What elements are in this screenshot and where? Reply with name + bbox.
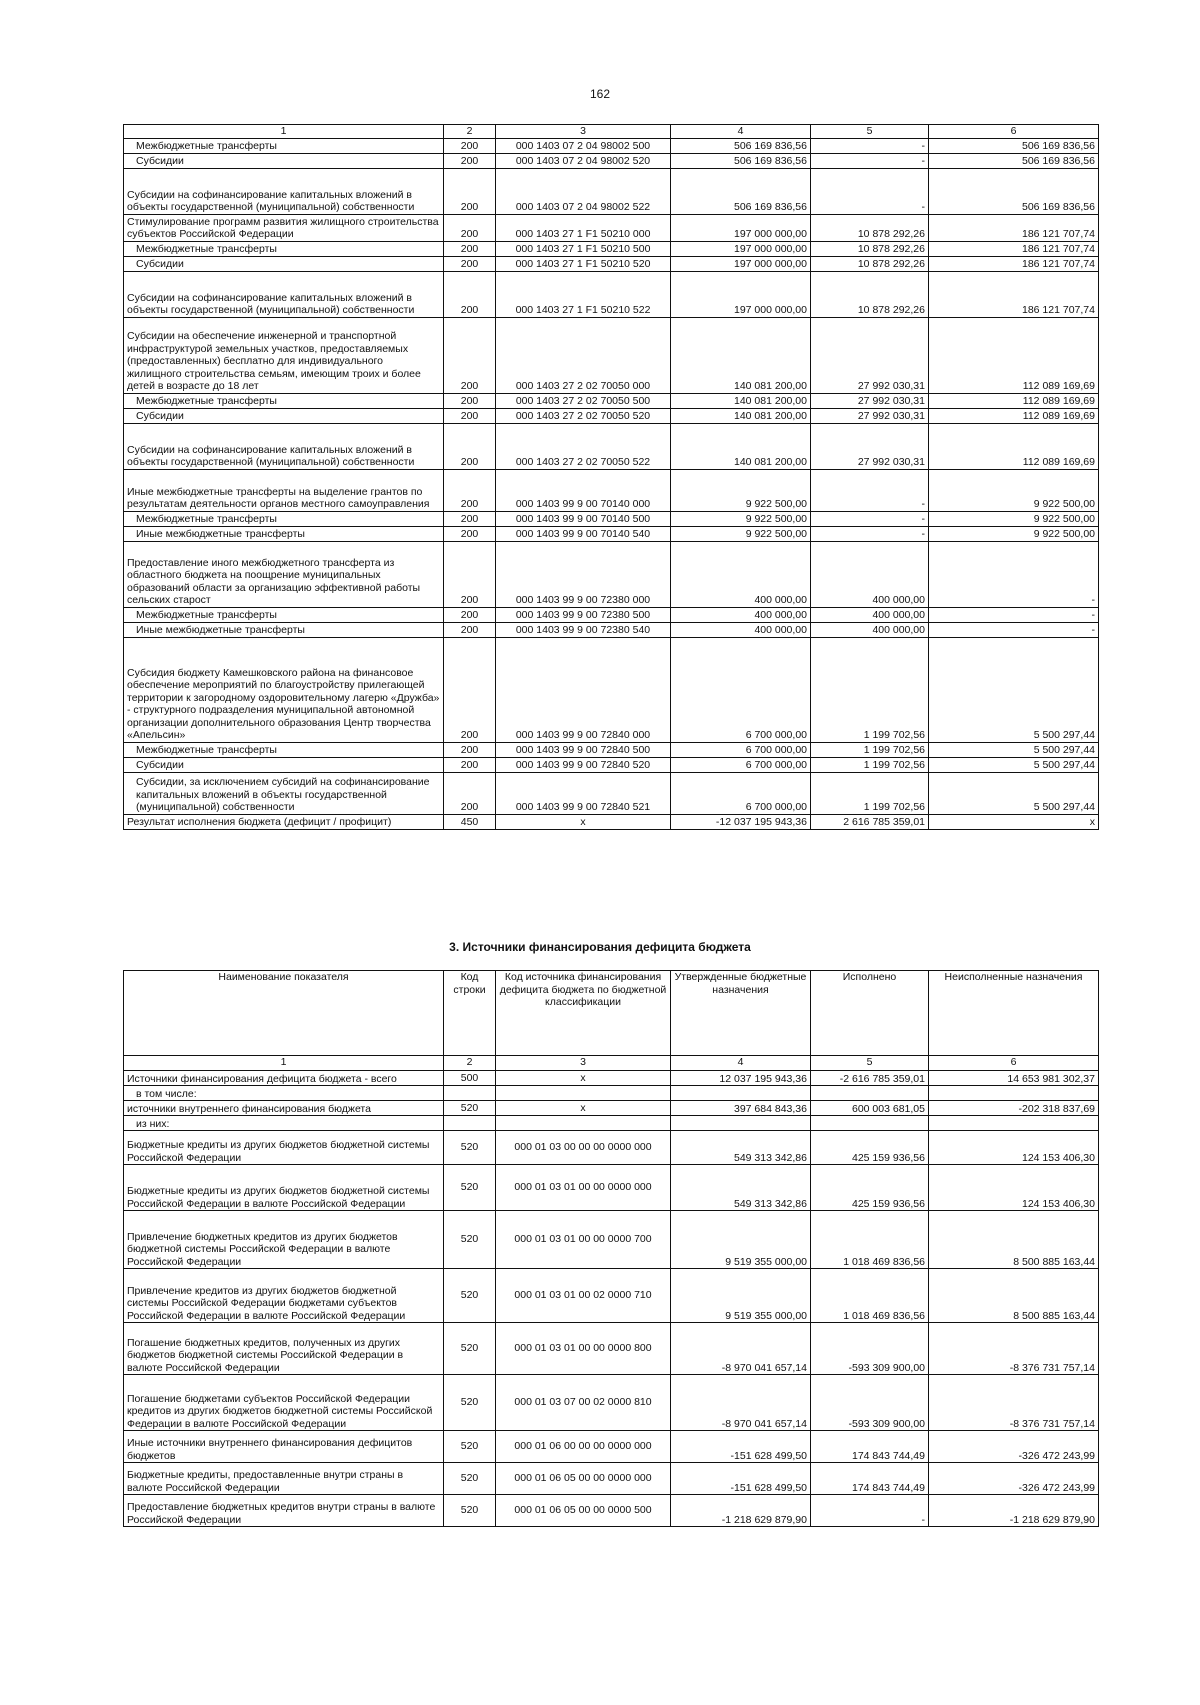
- executed-cell: 1 018 469 836,56: [811, 1211, 929, 1269]
- indicator-name-cell: Предоставление бюджетных кредитов внутри страны в валюте Российской Федерации: [124, 1495, 444, 1527]
- approved-cell: 6 700 000,00: [671, 757, 811, 772]
- expenditures-table: [123, 124, 1099, 830]
- table-row: [124, 814, 1099, 829]
- budget-code-cell: 000 01 03 01 00 00 0000 700: [496, 1211, 671, 1269]
- budget-code-cell: 000 1403 99 9 00 72380 540: [496, 622, 671, 637]
- unexecuted-cell: 5 500 297,44: [929, 637, 1099, 742]
- unexecuted-cell: 506 169 836,56: [929, 168, 1099, 214]
- line-code-cell: [444, 1086, 496, 1101]
- executed-cell: 400 000,00: [811, 541, 929, 607]
- budget-code-cell: 000 1403 27 1 F1 50210 522: [496, 271, 671, 317]
- indicator-name-cell: в том числе:: [124, 1086, 444, 1101]
- col-number-3: 3: [496, 125, 671, 139]
- unexecuted-cell: 186 121 707,74: [929, 256, 1099, 271]
- indicator-name-cell: Субсидии на софинансирование капитальных вложений в объекты государственной (муниципальной) собственности: [124, 271, 444, 317]
- table-row: [124, 1086, 1099, 1101]
- budget-code-cell: 000 1403 27 1 F1 50210 520: [496, 256, 671, 271]
- expenditures-body: [124, 138, 1099, 829]
- col-number-4: 4: [671, 1056, 811, 1071]
- indicator-name-cell: Иные межбюджетные трансферты на выделение грантов по результатам деятельности органов местного самоуправления: [124, 469, 444, 511]
- table-row: [124, 256, 1099, 271]
- table-row: [124, 541, 1099, 607]
- executed-cell: 27 992 030,31: [811, 408, 929, 423]
- executed-cell: 425 159 936,56: [811, 1165, 929, 1211]
- indicator-name-cell: Привлечение бюджетных кредитов из других бюджетов бюджетной системы Российской Федерации в валюте Российской Федерации: [124, 1211, 444, 1269]
- line-code-cell: 200: [444, 423, 496, 469]
- table-row: [124, 607, 1099, 622]
- indicator-name-cell: Межбюджетные трансферты: [124, 393, 444, 408]
- table-row: [124, 1375, 1099, 1431]
- approved-cell: 506 169 836,56: [671, 153, 811, 168]
- indicator-name-cell: Привлечение кредитов из других бюджетов бюджетной системы Российской Федерации бюджетами субъектов Российской Федерации в валюте Российской Федерации: [124, 1269, 444, 1323]
- executed-cell: 400 000,00: [811, 607, 929, 622]
- unexecuted-cell: [929, 1086, 1099, 1101]
- unexecuted-cell: 8 500 885 163,44: [929, 1211, 1099, 1269]
- budget-code-cell: 000 1403 27 1 F1 50210 500: [496, 241, 671, 256]
- budget-code-cell: 000 01 03 01 00 02 0000 710: [496, 1269, 671, 1323]
- approved-cell: 197 000 000,00: [671, 256, 811, 271]
- line-code-cell: 520: [444, 1323, 496, 1375]
- line-code-cell: 520: [444, 1269, 496, 1323]
- line-code-cell: 200: [444, 256, 496, 271]
- approved-cell: 9 922 500,00: [671, 526, 811, 541]
- executed-cell: 1 199 702,56: [811, 757, 929, 772]
- budget-code-cell: x: [496, 1101, 671, 1116]
- unexecuted-cell: -8 376 731 757,14: [929, 1375, 1099, 1431]
- table-row: [124, 1165, 1099, 1211]
- unexecuted-cell: -326 472 243,99: [929, 1463, 1099, 1495]
- executed-cell: 27 992 030,31: [811, 393, 929, 408]
- table-row: [124, 1071, 1099, 1086]
- indicator-name-cell: Источники финансирования дефицита бюджета - всего: [124, 1071, 444, 1086]
- financing-body: [124, 1071, 1099, 1527]
- unexecuted-cell: -326 472 243,99: [929, 1431, 1099, 1463]
- indicator-name-cell: Результат исполнения бюджета (дефицит / профицит): [124, 814, 444, 829]
- indicator-name-cell: Бюджетные кредиты из других бюджетов бюджетной системы Российской Федерации: [124, 1131, 444, 1165]
- approved-cell: -151 628 499,50: [671, 1431, 811, 1463]
- unexecuted-cell: [929, 1116, 1099, 1131]
- line-code-cell: 200: [444, 271, 496, 317]
- executed-cell: [811, 1086, 929, 1101]
- approved-cell: 12 037 195 943,36: [671, 1071, 811, 1086]
- approved-cell: 9 922 500,00: [671, 469, 811, 511]
- line-code-cell: 200: [444, 214, 496, 241]
- indicator-name-cell: Стимулирование программ развития жилищного строительства субъектов Российской Федерации: [124, 214, 444, 241]
- executed-cell: 10 878 292,26: [811, 256, 929, 271]
- line-code-cell: 520: [444, 1101, 496, 1116]
- table-row: [124, 168, 1099, 214]
- unexecuted-cell: 9 922 500,00: [929, 526, 1099, 541]
- approved-cell: 6 700 000,00: [671, 637, 811, 742]
- executed-cell: 400 000,00: [811, 622, 929, 637]
- indicator-name-cell: Субсидии: [124, 757, 444, 772]
- budget-code-cell: 000 1403 27 2 02 70050 500: [496, 393, 671, 408]
- executed-cell: 10 878 292,26: [811, 241, 929, 256]
- col-number-5: 5: [811, 1056, 929, 1071]
- line-code-cell: [444, 1116, 496, 1131]
- executed-cell: -: [811, 511, 929, 526]
- table-row: [124, 1211, 1099, 1269]
- table-row: [124, 1101, 1099, 1116]
- unexecuted-cell: -: [929, 622, 1099, 637]
- line-code-cell: 200: [444, 607, 496, 622]
- table-row: [124, 511, 1099, 526]
- budget-code-cell: [496, 1086, 671, 1101]
- line-code-cell: 200: [444, 772, 496, 814]
- indicator-name-cell: Субсидии: [124, 256, 444, 271]
- unexecuted-cell: 5 500 297,44: [929, 742, 1099, 757]
- unexecuted-cell: -202 318 837,69: [929, 1101, 1099, 1116]
- table-row: [124, 153, 1099, 168]
- table-row: [124, 637, 1099, 742]
- approved-cell: 506 169 836,56: [671, 168, 811, 214]
- unexecuted-cell: 112 089 169,69: [929, 408, 1099, 423]
- executed-cell: 1 199 702,56: [811, 637, 929, 742]
- approved-cell: 140 081 200,00: [671, 408, 811, 423]
- indicator-name-cell: Субсидии на обеспечение инженерной и транспортной инфраструктурой земельных участков, предоставляемых (предоставленных) бесплатно для индивидуального жилищного строительства семьям, имеющим троих и более детей в возрасте до 18 лет: [124, 317, 444, 393]
- indicator-name-cell: Предоставление иного межбюджетного трансферта из областного бюджета на поощрение муниципальных образований области за организацию эффективной работы сельских старост: [124, 541, 444, 607]
- line-code-cell: 200: [444, 526, 496, 541]
- line-code-cell: 200: [444, 511, 496, 526]
- table-row: [124, 317, 1099, 393]
- unexecuted-cell: -: [929, 541, 1099, 607]
- table-row: [124, 1131, 1099, 1165]
- budget-code-cell: 000 1403 99 9 00 72840 521: [496, 772, 671, 814]
- table-row: [124, 1431, 1099, 1463]
- table-row: [124, 241, 1099, 256]
- budget-code-cell: 000 1403 07 2 04 98002 500: [496, 138, 671, 153]
- line-code-cell: 520: [444, 1463, 496, 1495]
- table-row: [124, 138, 1099, 153]
- approved-cell: 9 519 355 000,00: [671, 1211, 811, 1269]
- indicator-name-cell: Межбюджетные трансферты: [124, 138, 444, 153]
- budget-code-cell: 000 1403 07 2 04 98002 520: [496, 153, 671, 168]
- approved-cell: 197 000 000,00: [671, 241, 811, 256]
- executed-cell: [811, 1116, 929, 1131]
- budget-code-cell: 000 1403 99 9 00 70140 540: [496, 526, 671, 541]
- unexecuted-cell: -: [929, 607, 1099, 622]
- indicator-name-cell: Погашение бюджетных кредитов, полученных из других бюджетов бюджетной системы Российской Федерации в валюте Российской Федерации: [124, 1323, 444, 1375]
- header-row: [124, 971, 1099, 1056]
- line-code-cell: 200: [444, 742, 496, 757]
- table-row: [124, 469, 1099, 511]
- col-number-2: 2: [444, 1056, 496, 1071]
- line-code-cell: 450: [444, 814, 496, 829]
- budget-code-cell: 000 1403 99 9 00 72840 500: [496, 742, 671, 757]
- executed-cell: -593 309 900,00: [811, 1375, 929, 1431]
- unexecuted-cell: 9 922 500,00: [929, 511, 1099, 526]
- unexecuted-cell: 8 500 885 163,44: [929, 1269, 1099, 1323]
- header-line-code: Код строки: [444, 971, 496, 1056]
- indicator-name-cell: Иные межбюджетные трансферты: [124, 526, 444, 541]
- indicator-name-cell: Субсидии, за исключением субсидий на софинансирование капитальных вложений в объекты государственной (муниципальной) собственности: [124, 772, 444, 814]
- unexecuted-cell: 5 500 297,44: [929, 772, 1099, 814]
- approved-cell: -8 970 041 657,14: [671, 1323, 811, 1375]
- indicator-name-cell: Бюджетные кредиты из других бюджетов бюджетной системы Российской Федерации в валюте Российской Федерации: [124, 1165, 444, 1211]
- table-row: [124, 393, 1099, 408]
- executed-cell: 425 159 936,56: [811, 1131, 929, 1165]
- indicator-name-cell: Субсидии: [124, 153, 444, 168]
- approved-cell: 140 081 200,00: [671, 317, 811, 393]
- indicator-name-cell: Субсидии на софинансирование капитальных вложений в объекты государственной (муниципальной) собственности: [124, 168, 444, 214]
- unexecuted-cell: -8 376 731 757,14: [929, 1323, 1099, 1375]
- unexecuted-cell: 14 653 981 302,37: [929, 1071, 1099, 1086]
- approved-cell: 549 313 342,86: [671, 1131, 811, 1165]
- header-source-code: Код источника финансирования дефицита бюджета по бюджетной классификации: [496, 971, 671, 1056]
- budget-code-cell: 000 1403 99 9 00 72840 000: [496, 637, 671, 742]
- executed-cell: 600 003 681,05: [811, 1101, 929, 1116]
- table-row: [124, 622, 1099, 637]
- header-executed: Исполнено: [811, 971, 929, 1056]
- budget-code-cell: 000 1403 99 9 00 72380 000: [496, 541, 671, 607]
- indicator-name-cell: Иные источники внутреннего финансирования дефицитов бюджетов: [124, 1431, 444, 1463]
- approved-cell: 6 700 000,00: [671, 742, 811, 757]
- indicator-name-cell: Погашение бюджетами субъектов Российской Федерации кредитов из других бюджетов бюджетной системы Российской Федерации в валюте Российской Федерации: [124, 1375, 444, 1431]
- executed-cell: 1 199 702,56: [811, 772, 929, 814]
- line-code-cell: 520: [444, 1165, 496, 1211]
- line-code-cell: 200: [444, 622, 496, 637]
- executed-cell: -: [811, 469, 929, 511]
- approved-cell: 400 000,00: [671, 541, 811, 607]
- indicator-name-cell: Бюджетные кредиты, предоставленные внутри страны в валюте Российской Федерации: [124, 1463, 444, 1495]
- indicator-name-cell: источники внутреннего финансирования бюджета: [124, 1101, 444, 1116]
- unexecuted-cell: 506 169 836,56: [929, 153, 1099, 168]
- budget-code-cell: 000 01 03 01 00 00 0000 800: [496, 1323, 671, 1375]
- approved-cell: -1 218 629 879,90: [671, 1495, 811, 1527]
- table-row: [124, 1323, 1099, 1375]
- indicator-name-cell: Субсидии на софинансирование капитальных вложений в объекты государственной (муниципальной) собственности: [124, 423, 444, 469]
- table-row: [124, 1269, 1099, 1323]
- executed-cell: -: [811, 168, 929, 214]
- approved-cell: 506 169 836,56: [671, 138, 811, 153]
- line-code-cell: 520: [444, 1495, 496, 1527]
- budget-code-cell: 000 1403 99 9 00 70140 000: [496, 469, 671, 511]
- unexecuted-cell: 9 922 500,00: [929, 469, 1099, 511]
- line-code-cell: 200: [444, 241, 496, 256]
- executed-cell: 27 992 030,31: [811, 423, 929, 469]
- unexecuted-cell: 186 121 707,74: [929, 214, 1099, 241]
- indicator-name-cell: Межбюджетные трансферты: [124, 607, 444, 622]
- line-code-cell: 520: [444, 1375, 496, 1431]
- indicator-name-cell: Субсидия бюджету Камешковского района на финансовое обеспечение мероприятий по благоустройству прилегающей территории к загородному оздоровительному лагерю «Дружба» - структурного подразделения муниципальной автономной организации дополнительного образования Центр творчества «Апельсин»: [124, 637, 444, 742]
- col-number-6: 6: [929, 1056, 1099, 1071]
- budget-code-cell: 000 1403 27 1 F1 50210 000: [496, 214, 671, 241]
- col-number-2: 2: [444, 125, 496, 139]
- budget-code-cell: 000 01 06 00 00 00 0000 000: [496, 1431, 671, 1463]
- section-title: 3. Источники финансирования дефицита бюджета: [449, 940, 751, 954]
- table-row: [124, 408, 1099, 423]
- line-code-cell: 200: [444, 138, 496, 153]
- table-row: [124, 526, 1099, 541]
- budget-code-cell: 000 1403 27 2 02 70050 522: [496, 423, 671, 469]
- unexecuted-cell: 112 089 169,69: [929, 317, 1099, 393]
- indicator-name-cell: Субсидии: [124, 408, 444, 423]
- indicator-name-cell: Межбюджетные трансферты: [124, 511, 444, 526]
- col-number-3: 3: [496, 1056, 671, 1071]
- column-number-row: [124, 1056, 1099, 1071]
- col-number-1: 1: [124, 1056, 444, 1071]
- budget-code-cell: 000 01 03 01 00 00 0000 000: [496, 1165, 671, 1211]
- line-code-cell: 520: [444, 1131, 496, 1165]
- unexecuted-cell: 186 121 707,74: [929, 241, 1099, 256]
- budget-code-cell: 000 1403 99 9 00 70140 500: [496, 511, 671, 526]
- col-number-6: 6: [929, 125, 1099, 139]
- approved-cell: 549 313 342,86: [671, 1165, 811, 1211]
- budget-code-cell: 000 01 03 00 00 00 0000 000: [496, 1131, 671, 1165]
- budget-code-cell: 000 1403 07 2 04 98002 522: [496, 168, 671, 214]
- indicator-name-cell: Межбюджетные трансферты: [124, 742, 444, 757]
- col-number-1: 1: [124, 125, 444, 139]
- budget-code-cell: 000 01 03 07 00 02 0000 810: [496, 1375, 671, 1431]
- column-number-row: [124, 125, 1099, 139]
- budget-code-cell: 000 01 06 05 00 00 0000 500: [496, 1495, 671, 1527]
- line-code-cell: 500: [444, 1071, 496, 1086]
- header-approved: Утвержденные бюджетные назначения: [671, 971, 811, 1056]
- executed-cell: -: [811, 153, 929, 168]
- line-code-cell: 200: [444, 757, 496, 772]
- unexecuted-cell: 112 089 169,69: [929, 423, 1099, 469]
- indicator-name-cell: Иные межбюджетные трансферты: [124, 622, 444, 637]
- budget-code-cell: 000 1403 99 9 00 72380 500: [496, 607, 671, 622]
- line-code-cell: 200: [444, 168, 496, 214]
- line-code-cell: 200: [444, 393, 496, 408]
- unexecuted-cell: x: [929, 814, 1099, 829]
- executed-cell: -: [811, 526, 929, 541]
- unexecuted-cell: 112 089 169,69: [929, 393, 1099, 408]
- approved-cell: 9 519 355 000,00: [671, 1269, 811, 1323]
- header-indicator-name: Наименование показателя: [124, 971, 444, 1056]
- table-row: [124, 423, 1099, 469]
- executed-cell: 2 616 785 359,01: [811, 814, 929, 829]
- line-code-cell: 520: [444, 1211, 496, 1269]
- approved-cell: [671, 1116, 811, 1131]
- approved-cell: 140 081 200,00: [671, 393, 811, 408]
- line-code-cell: 200: [444, 469, 496, 511]
- approved-cell: [671, 1086, 811, 1101]
- budget-code-cell: [496, 1116, 671, 1131]
- executed-cell: 174 843 744,49: [811, 1463, 929, 1495]
- table-row: [124, 742, 1099, 757]
- approved-cell: -8 970 041 657,14: [671, 1375, 811, 1431]
- executed-cell: -: [811, 138, 929, 153]
- executed-cell: 10 878 292,26: [811, 271, 929, 317]
- line-code-cell: 520: [444, 1431, 496, 1463]
- col-number-5: 5: [811, 125, 929, 139]
- line-code-cell: 200: [444, 408, 496, 423]
- executed-cell: -2 616 785 359,01: [811, 1071, 929, 1086]
- table-row: [124, 1463, 1099, 1495]
- table-row: [124, 1116, 1099, 1131]
- approved-cell: -12 037 195 943,36: [671, 814, 811, 829]
- line-code-cell: 200: [444, 317, 496, 393]
- table-row: [124, 1495, 1099, 1527]
- indicator-name-cell: Межбюджетные трансферты: [124, 241, 444, 256]
- budget-code-cell: x: [496, 1071, 671, 1086]
- table-row: [124, 757, 1099, 772]
- indicator-name-cell: из них:: [124, 1116, 444, 1131]
- table-row: [124, 772, 1099, 814]
- unexecuted-cell: 5 500 297,44: [929, 757, 1099, 772]
- executed-cell: 1 199 702,56: [811, 742, 929, 757]
- line-code-cell: 200: [444, 637, 496, 742]
- budget-code-cell: 000 01 06 05 00 00 0000 000: [496, 1463, 671, 1495]
- unexecuted-cell: 506 169 836,56: [929, 138, 1099, 153]
- executed-cell: -593 309 900,00: [811, 1323, 929, 1375]
- approved-cell: 397 684 843,36: [671, 1101, 811, 1116]
- unexecuted-cell: 124 153 406,30: [929, 1131, 1099, 1165]
- executed-cell: 174 843 744,49: [811, 1431, 929, 1463]
- budget-code-cell: 000 1403 27 2 02 70050 000: [496, 317, 671, 393]
- approved-cell: 6 700 000,00: [671, 772, 811, 814]
- header-unexecuted: Неисполненные назначения: [929, 971, 1099, 1056]
- approved-cell: 9 922 500,00: [671, 511, 811, 526]
- budget-code-cell: 000 1403 99 9 00 72840 520: [496, 757, 671, 772]
- line-code-cell: 200: [444, 541, 496, 607]
- unexecuted-cell: 124 153 406,30: [929, 1165, 1099, 1211]
- approved-cell: 197 000 000,00: [671, 214, 811, 241]
- financing-sources-table: [123, 970, 1099, 1527]
- approved-cell: 140 081 200,00: [671, 423, 811, 469]
- approved-cell: 197 000 000,00: [671, 271, 811, 317]
- line-code-cell: 200: [444, 153, 496, 168]
- approved-cell: 400 000,00: [671, 622, 811, 637]
- executed-cell: 1 018 469 836,56: [811, 1269, 929, 1323]
- approved-cell: -151 628 499,50: [671, 1463, 811, 1495]
- unexecuted-cell: 186 121 707,74: [929, 271, 1099, 317]
- approved-cell: 400 000,00: [671, 607, 811, 622]
- unexecuted-cell: -1 218 629 879,90: [929, 1495, 1099, 1527]
- table-row: [124, 271, 1099, 317]
- executed-cell: 10 878 292,26: [811, 214, 929, 241]
- budget-code-cell: 000 1403 27 2 02 70050 520: [496, 408, 671, 423]
- table-row: [124, 214, 1099, 241]
- page-number: 162: [589, 87, 611, 101]
- budget-code-cell: x: [496, 814, 671, 829]
- executed-cell: -: [811, 1495, 929, 1527]
- executed-cell: 27 992 030,31: [811, 317, 929, 393]
- col-number-4: 4: [671, 125, 811, 139]
